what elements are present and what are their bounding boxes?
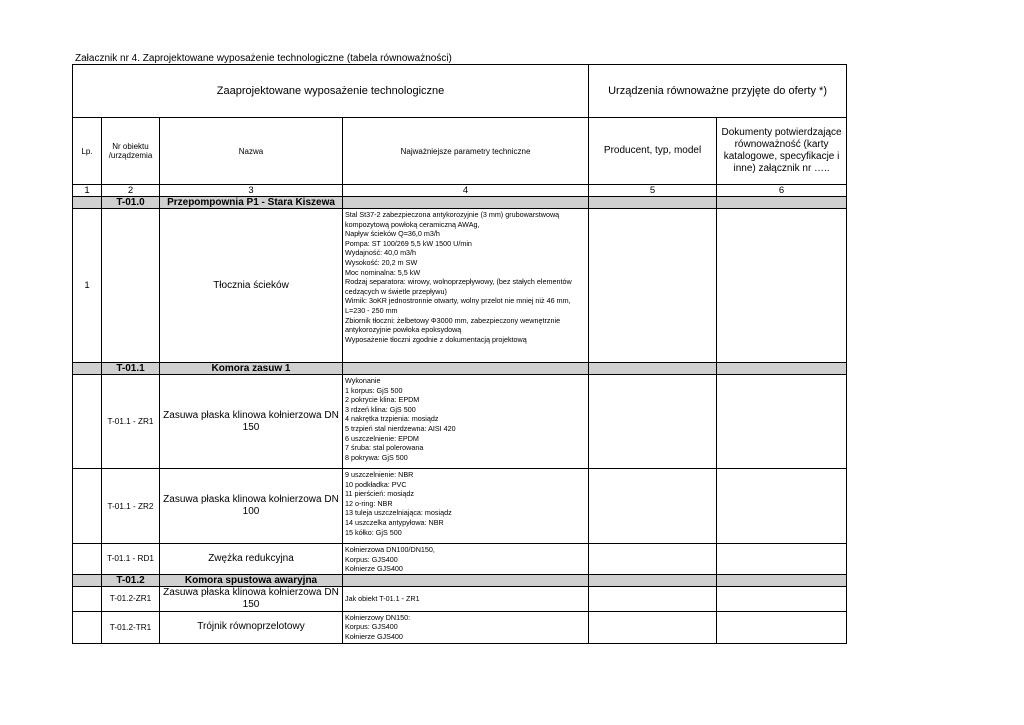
section-empty-cell bbox=[717, 363, 847, 375]
col-header-params: Najważniejsze parametry techniczne bbox=[343, 118, 589, 185]
param-line: Moc nominalna: 5,5 kW bbox=[345, 267, 421, 277]
row-params bbox=[343, 375, 589, 469]
param-line: Wydajność: 40,0 m3/h bbox=[345, 248, 417, 258]
producer-input-cell[interactable] bbox=[589, 586, 717, 611]
param-line: 10 podkładka: PVC bbox=[345, 479, 407, 489]
row-lp bbox=[73, 375, 102, 469]
param-line: Pompa: ST 100/269 5,5 kW 1500 U/min bbox=[345, 238, 472, 248]
param-line: Korpus: GJS400 bbox=[345, 622, 398, 632]
group-header-designed: Zaaprojektowane wyposażenie technologiczne bbox=[73, 65, 589, 118]
param-line: Wyposażenie tłoczni zgodnie z dokumentacją projektową bbox=[345, 334, 527, 344]
row-params bbox=[343, 586, 589, 611]
row-lp: 1 bbox=[73, 209, 102, 363]
section-name: Komora zasuw 1 bbox=[160, 363, 343, 375]
param-line: Wykonanie bbox=[345, 376, 381, 385]
param-line: Stal St37-2 zabezpieczona antykorozyjnie (3 mm) grubowarstwową kompozytową powłoką ceramiczną AWAg, bbox=[345, 210, 560, 229]
row-name: Zasuwa płaska klinowa kołnierzowa DN 150 bbox=[160, 586, 343, 611]
param-line: 13 tuleja uszczelniająca: mosiądz bbox=[345, 508, 452, 518]
param-line: 15 kółko: GjS 500 bbox=[345, 527, 402, 537]
section-row bbox=[73, 574, 847, 586]
param-line: 7 śruba: stal polerowana bbox=[345, 443, 424, 453]
row-object-code: T-01.2-TR1 bbox=[102, 611, 160, 643]
row-params bbox=[343, 611, 589, 643]
param-line: Wirnik: 3oKR jednostronnie otwarty, wolny przelot nie mniej niż 46 mm, L=230 - 250 mm bbox=[345, 296, 571, 315]
col-header-object-nr-line1: Nr obiektu bbox=[112, 142, 149, 151]
param-line: 5 trzpień stal nierdzewna: AISI 420 bbox=[345, 423, 456, 433]
column-number-row bbox=[73, 185, 847, 197]
section-row bbox=[73, 363, 847, 375]
param-line: Rodzaj separatora: wirowy, wolnoprzepływowy, (bez stałych elementów cedzących w świetle przepływu) bbox=[345, 277, 572, 296]
producer-input-cell[interactable] bbox=[589, 611, 717, 643]
documents-input-cell[interactable] bbox=[717, 544, 847, 575]
row-params bbox=[343, 469, 589, 544]
table-row bbox=[73, 544, 847, 575]
equivalence-table bbox=[72, 64, 847, 644]
col-header-name: Nazwa bbox=[160, 118, 343, 185]
section-empty-cell bbox=[589, 574, 717, 586]
param-line: Korpus: GJS400 bbox=[345, 554, 398, 564]
row-lp bbox=[73, 469, 102, 544]
section-name: Komora spustowa awaryjna bbox=[160, 574, 343, 586]
param-line: 8 pokrywa: GjS 500 bbox=[345, 452, 408, 462]
row-name: Tłocznia ścieków bbox=[160, 209, 343, 363]
col-header-lp: Lp. bbox=[73, 118, 102, 185]
section-empty-cell bbox=[73, 574, 102, 586]
section-empty-cell bbox=[73, 363, 102, 375]
param-line: Jak obiekt T-01.1 - ZR1 bbox=[345, 594, 420, 604]
col-number: 2 bbox=[102, 185, 160, 197]
row-name: Trójnik równoprzelotowy bbox=[160, 611, 343, 643]
row-object-code bbox=[102, 209, 160, 363]
row-name: Zasuwa płaska klinowa kołnierzowa DN 150 bbox=[160, 375, 343, 469]
producer-input-cell[interactable] bbox=[589, 209, 717, 363]
documents-input-cell[interactable] bbox=[717, 209, 847, 363]
param-line: Kołnierze GJS400 bbox=[345, 564, 403, 574]
param-line: 1 korpus: GjS 500 bbox=[345, 385, 403, 395]
param-line: 9 uszczelnienie: NBR bbox=[345, 470, 414, 479]
col-header-object-nr-line2: /urządzemia bbox=[108, 151, 153, 160]
section-empty-cell bbox=[343, 574, 589, 586]
section-empty-cell bbox=[589, 363, 717, 375]
row-lp bbox=[73, 586, 102, 611]
documents-input-cell[interactable] bbox=[717, 469, 847, 544]
table-row bbox=[73, 611, 847, 643]
section-empty-cell bbox=[73, 197, 102, 209]
col-number: 1 bbox=[73, 185, 102, 197]
producer-input-cell[interactable] bbox=[589, 375, 717, 469]
section-empty-cell bbox=[343, 363, 589, 375]
producer-input-cell[interactable] bbox=[589, 544, 717, 575]
group-header-equivalent: Urządzenia równoważne przyjęte do oferty *) bbox=[589, 65, 847, 118]
col-header-documents: Dokumenty potwierdzające równoważność (karty katalogowe, specyfikacje i inne) załącznik nr ….. bbox=[717, 118, 847, 185]
section-empty-cell bbox=[589, 197, 717, 209]
row-name: Zasuwa płaska klinowa kołnierzowa DN 100 bbox=[160, 469, 343, 544]
documents-input-cell[interactable] bbox=[717, 611, 847, 643]
param-line: Kołnierzowa DN100/DN150, bbox=[345, 545, 435, 554]
col-number: 6 bbox=[717, 185, 847, 197]
section-empty-cell bbox=[717, 197, 847, 209]
param-line: 6 uszczelnienie: EPDM bbox=[345, 433, 419, 443]
section-empty-cell bbox=[343, 197, 589, 209]
col-number: 5 bbox=[589, 185, 717, 197]
section-row bbox=[73, 197, 847, 209]
section-empty-cell bbox=[717, 574, 847, 586]
param-line: 3 rdzeń klina: GjS 500 bbox=[345, 404, 416, 414]
column-header-row bbox=[73, 118, 847, 185]
col-header-object-nr bbox=[102, 118, 160, 185]
group-header-row bbox=[73, 65, 847, 118]
row-params bbox=[343, 209, 589, 363]
document-caption: Załacznik nr 4. Zaprojektowane wyposażenie technologiczne (tabela równoważności) bbox=[75, 53, 452, 64]
row-lp bbox=[73, 611, 102, 643]
param-line: Zbiornik tłoczni: żelbetowy Φ3000 mm, zabezpieczony wewnętrznie antykorozyjnie powłoka epoksydową bbox=[345, 315, 561, 335]
row-params bbox=[343, 544, 589, 575]
documents-input-cell[interactable] bbox=[717, 375, 847, 469]
param-line: Wysokość: 20,2 m SW bbox=[345, 257, 418, 267]
table-row bbox=[73, 209, 847, 363]
table-row bbox=[73, 469, 847, 544]
row-lp bbox=[73, 544, 102, 575]
param-line: Kołnierzowy DN150: bbox=[345, 612, 411, 622]
row-name: Zwężka redukcyjna bbox=[160, 544, 343, 575]
producer-input-cell[interactable] bbox=[589, 469, 717, 544]
row-object-code: T-01.1 - ZR1 bbox=[102, 375, 160, 469]
section-code: T-01.1 bbox=[102, 363, 160, 375]
row-object-code: T-01.1 - RD1 bbox=[102, 544, 160, 575]
table-row bbox=[73, 375, 847, 469]
param-line: 14 uszczelka antypyłowa: NBR bbox=[345, 517, 444, 527]
section-code: T-01.0 bbox=[102, 197, 160, 209]
param-line: Kołnierze GJS400 bbox=[345, 631, 403, 641]
param-line: Napływ ścieków Q=36,0 m3/h bbox=[345, 229, 440, 239]
documents-input-cell[interactable] bbox=[717, 586, 847, 611]
param-line: 2 pokrycie klina: EPDM bbox=[345, 395, 420, 405]
param-line: 4 nakrętka trzpienia: mosiądz bbox=[345, 414, 439, 424]
row-object-code: T-01.1 - ZR2 bbox=[102, 469, 160, 544]
param-line: 12 o-ring: NBR bbox=[345, 498, 393, 508]
col-number: 4 bbox=[343, 185, 589, 197]
col-number: 3 bbox=[160, 185, 343, 197]
section-code: T-01.2 bbox=[102, 574, 160, 586]
row-object-code: T-01.2-ZR1 bbox=[102, 586, 160, 611]
table-row bbox=[73, 586, 847, 611]
param-line: 11 pierścień: mosiądz bbox=[345, 489, 414, 499]
col-header-producer: Producent, typ, model bbox=[589, 118, 717, 185]
section-name: Przepompownia P1 - Stara Kiszewa bbox=[160, 197, 343, 209]
